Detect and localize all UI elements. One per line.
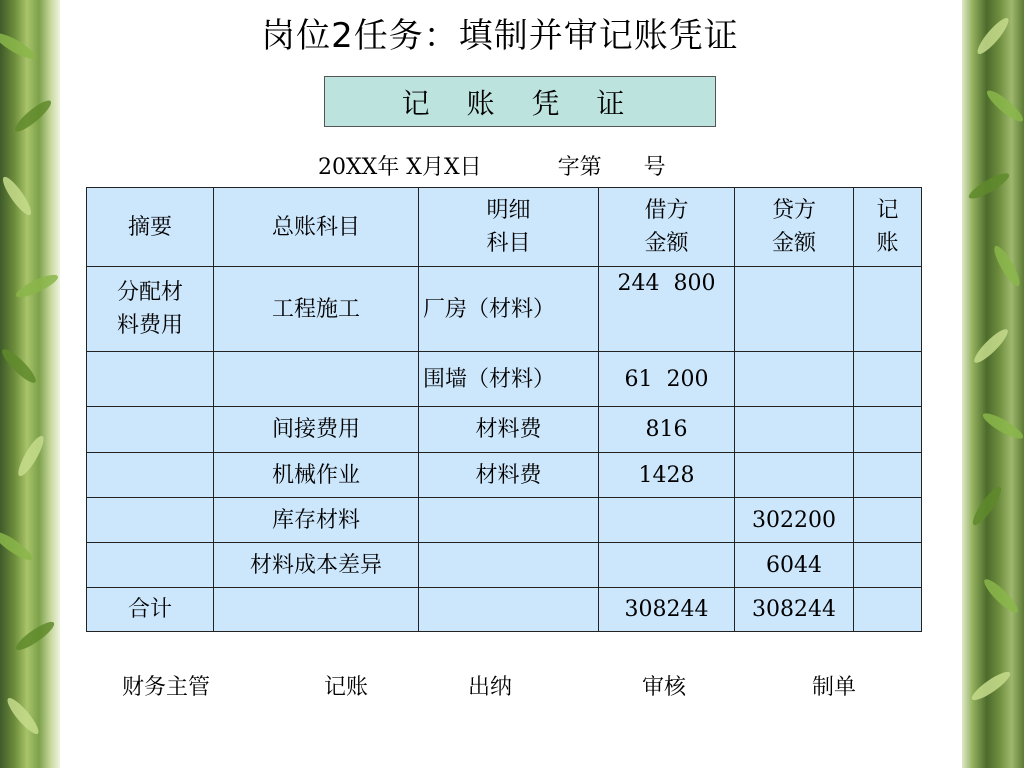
cell-credit	[735, 407, 854, 453]
table-header-row	[87, 188, 922, 267]
signature-cashier: 出纳	[468, 675, 513, 700]
cell-summary	[87, 407, 214, 453]
cell-detail-account: 材料费	[419, 453, 599, 498]
voucher-word-label: 字第	[557, 155, 602, 180]
cell-detail-account: 材料费	[419, 407, 599, 453]
cell-general-account: 材料成本差异	[214, 543, 419, 588]
header-summary: 摘要	[87, 188, 214, 267]
cell-debit: 244 800	[599, 267, 735, 352]
voucher-date: 20XX年 X月X日	[318, 155, 482, 180]
header-posted	[854, 188, 922, 267]
cell-detail-account: 围墙（材料）	[419, 352, 599, 407]
header-detail-text: 明细 科目	[486, 198, 531, 256]
cell-general-account	[214, 352, 419, 407]
voucher-table	[86, 187, 922, 632]
cell-posted	[854, 543, 922, 588]
header-credit	[735, 188, 854, 267]
bamboo-decoration-right	[962, 0, 1024, 768]
cell-summary-total: 合计	[87, 588, 214, 632]
signature-finance-supervisor: 财务主管	[122, 675, 211, 700]
header-general-account: 总账科目	[214, 188, 419, 267]
cell-general-account: 工程施工	[214, 267, 419, 352]
table-total-row	[87, 588, 922, 632]
cell-posted	[854, 453, 922, 498]
cell-detail-account: 厂房（材料）	[419, 267, 599, 352]
cell-debit: 1428	[599, 453, 735, 498]
voucher-title-text: 记 账 凭 证	[401, 86, 639, 120]
signature-line	[122, 670, 882, 704]
table-row	[87, 498, 922, 543]
cell-summary	[87, 453, 214, 498]
voucher-number-label: 号	[643, 155, 666, 180]
header-debit	[599, 188, 735, 267]
signature-reviewer: 审核	[642, 675, 687, 700]
cell-general-account: 机械作业	[214, 453, 419, 498]
header-posted-text: 记 账	[876, 198, 899, 256]
cell-summary	[87, 267, 214, 352]
cell-posted	[854, 267, 922, 352]
cell-summary	[87, 498, 214, 543]
page-title: 岗位2任务：填制并审记账凭证	[261, 16, 739, 56]
cell-debit	[599, 543, 735, 588]
cell-posted	[854, 498, 922, 543]
cell-credit	[735, 267, 854, 352]
voucher-date-line	[318, 150, 666, 181]
table-row	[87, 267, 922, 352]
cell-debit: 816	[599, 407, 735, 453]
cell-credit	[735, 352, 854, 407]
cell-detail-account	[419, 543, 599, 588]
cell-debit-total: 308244	[599, 588, 735, 632]
signature-bookkeeper: 记账	[324, 675, 369, 700]
cell-credit: 302200	[735, 498, 854, 543]
cell-general-account	[214, 588, 419, 632]
cell-credit: 6044	[735, 543, 854, 588]
cell-detail-account	[419, 498, 599, 543]
header-detail-account	[419, 188, 599, 267]
cell-posted	[854, 588, 922, 632]
cell-general-account: 间接费用	[214, 407, 419, 453]
cell-debit: 61 200	[599, 352, 735, 407]
header-debit-text: 借方 金额	[644, 198, 689, 256]
cell-posted	[854, 352, 922, 407]
cell-summary	[87, 352, 214, 407]
voucher-title	[324, 76, 716, 127]
cell-summary	[87, 543, 214, 588]
table-row	[87, 543, 922, 588]
table-row	[87, 352, 922, 407]
cell-general-account: 库存材料	[214, 498, 419, 543]
cell-credit	[735, 453, 854, 498]
cell-detail-account	[419, 588, 599, 632]
signature-preparer: 制单	[812, 675, 857, 700]
cell-debit	[599, 498, 735, 543]
table-row	[87, 453, 922, 498]
cell-posted	[854, 407, 922, 453]
cell-credit-total: 308244	[735, 588, 854, 632]
header-credit-text: 贷方 金额	[771, 198, 816, 256]
summary-text: 分配材 料费用	[116, 280, 183, 338]
bamboo-decoration-left	[0, 0, 60, 768]
table-row	[87, 407, 922, 453]
